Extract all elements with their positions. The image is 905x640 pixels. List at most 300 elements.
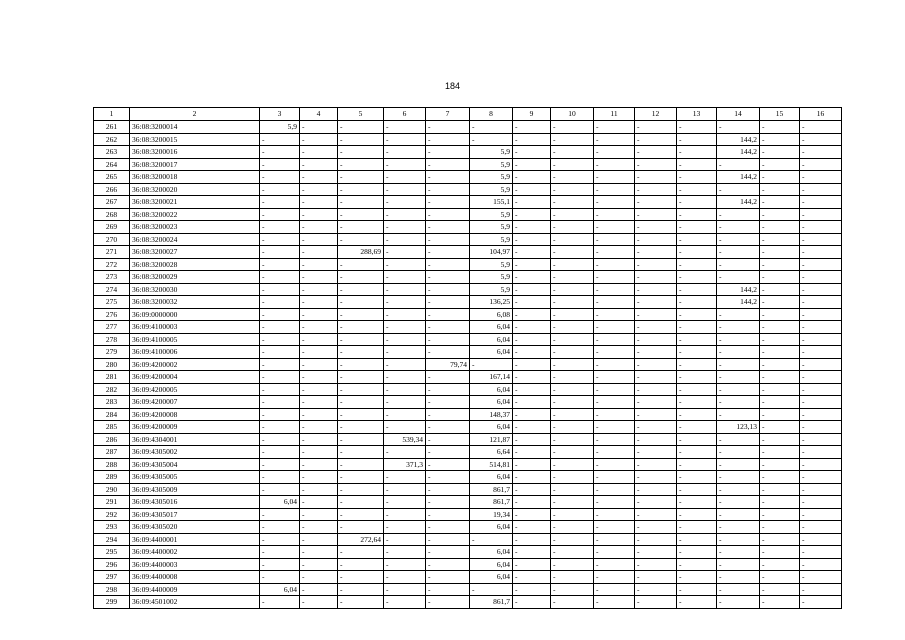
row-number-cell: 270 xyxy=(94,233,130,246)
table-row xyxy=(94,446,842,459)
value-cell: 121,87 xyxy=(470,433,513,446)
value-cell: - xyxy=(635,121,677,134)
value-cell: - xyxy=(594,183,635,196)
value-cell: - xyxy=(551,246,594,259)
column-header: 15 xyxy=(760,108,800,121)
value-cell: - xyxy=(338,308,384,321)
value-cell: - xyxy=(717,571,760,584)
column-header: 4 xyxy=(300,108,338,121)
value-cell: - xyxy=(594,396,635,409)
value-cell: - xyxy=(513,458,551,471)
table-row xyxy=(94,233,842,246)
value-cell: - xyxy=(551,558,594,571)
value-cell: - xyxy=(551,496,594,509)
table-row xyxy=(94,121,842,134)
value-cell: - xyxy=(800,508,842,521)
cadastral-number-cell: 36:08:3200016 xyxy=(130,146,260,159)
value-cell: - xyxy=(760,558,800,571)
value-cell: - xyxy=(338,183,384,196)
value-cell: - xyxy=(384,358,426,371)
value-cell: - xyxy=(338,383,384,396)
value-cell: - xyxy=(800,158,842,171)
value-cell: - xyxy=(635,271,677,284)
value-cell: - xyxy=(551,133,594,146)
value-cell: 5,9 xyxy=(470,146,513,159)
row-number-cell: 273 xyxy=(94,271,130,284)
value-cell: - xyxy=(426,308,470,321)
value-cell: - xyxy=(594,346,635,359)
value-cell: - xyxy=(677,146,717,159)
value-cell: 6,04 xyxy=(470,396,513,409)
value-cell: 5,9 xyxy=(470,183,513,196)
value-cell: - xyxy=(513,271,551,284)
value-cell: - xyxy=(513,483,551,496)
value-cell: - xyxy=(677,371,717,384)
value-cell: - xyxy=(594,508,635,521)
row-number-cell: 288 xyxy=(94,458,130,471)
value-cell: - xyxy=(717,496,760,509)
value-cell: - xyxy=(800,221,842,234)
column-header: 3 xyxy=(260,108,300,121)
value-cell: 144,2 xyxy=(717,196,760,209)
value-cell: - xyxy=(635,346,677,359)
value-cell: - xyxy=(384,471,426,484)
value-cell: - xyxy=(300,433,338,446)
value-cell: - xyxy=(338,558,384,571)
value-cell: - xyxy=(800,433,842,446)
value-cell: - xyxy=(384,133,426,146)
value-cell: - xyxy=(551,396,594,409)
value-cell: - xyxy=(260,333,300,346)
value-cell: - xyxy=(717,158,760,171)
value-cell: - xyxy=(300,558,338,571)
value-cell: - xyxy=(635,171,677,184)
value-cell: - xyxy=(677,321,717,334)
cadastral-number-cell: 36:09:4100003 xyxy=(130,321,260,334)
table-row xyxy=(94,408,842,421)
value-cell: - xyxy=(677,133,717,146)
value-cell: - xyxy=(677,446,717,459)
value-cell: 144,2 xyxy=(717,296,760,309)
row-number-cell: 292 xyxy=(94,508,130,521)
table-row xyxy=(94,533,842,546)
value-cell: - xyxy=(677,183,717,196)
value-cell: - xyxy=(513,171,551,184)
cadastral-number-cell: 36:08:3200020 xyxy=(130,183,260,196)
value-cell: - xyxy=(760,308,800,321)
row-number-cell: 290 xyxy=(94,483,130,496)
value-cell: - xyxy=(338,146,384,159)
value-cell: - xyxy=(260,183,300,196)
value-cell: - xyxy=(260,508,300,521)
table-row xyxy=(94,496,842,509)
value-cell: - xyxy=(551,408,594,421)
value-cell: - xyxy=(513,446,551,459)
value-cell: - xyxy=(513,308,551,321)
value-cell: - xyxy=(260,308,300,321)
value-cell: - xyxy=(338,546,384,559)
value-cell: - xyxy=(760,146,800,159)
value-cell: - xyxy=(338,196,384,209)
value-cell: - xyxy=(760,421,800,434)
value-cell: - xyxy=(260,358,300,371)
value-cell: - xyxy=(717,308,760,321)
value-cell: - xyxy=(551,346,594,359)
value-cell: - xyxy=(384,583,426,596)
value-cell: - xyxy=(513,333,551,346)
value-cell: - xyxy=(717,321,760,334)
value-cell: - xyxy=(677,233,717,246)
value-cell: - xyxy=(551,383,594,396)
value-cell: - xyxy=(760,571,800,584)
value-cell: - xyxy=(717,458,760,471)
cadastral-number-cell: 36:08:3200027 xyxy=(130,246,260,259)
value-cell: - xyxy=(260,558,300,571)
value-cell: - xyxy=(717,521,760,534)
value-cell: - xyxy=(426,583,470,596)
value-cell: - xyxy=(800,183,842,196)
value-cell: - xyxy=(551,258,594,271)
table-row xyxy=(94,321,842,334)
value-cell: - xyxy=(800,533,842,546)
value-cell: - xyxy=(635,408,677,421)
value-cell: - xyxy=(384,183,426,196)
value-cell: - xyxy=(594,321,635,334)
value-cell: - xyxy=(513,133,551,146)
value-cell: 5,9 xyxy=(470,271,513,284)
value-cell: - xyxy=(338,208,384,221)
value-cell: - xyxy=(551,358,594,371)
row-number-cell: 263 xyxy=(94,146,130,159)
value-cell: - xyxy=(384,383,426,396)
value-cell: - xyxy=(635,371,677,384)
value-cell: - xyxy=(260,371,300,384)
value-cell: 5,9 xyxy=(260,121,300,134)
value-cell: - xyxy=(800,408,842,421)
cadastral-number-cell: 36:08:3200024 xyxy=(130,233,260,246)
value-cell: - xyxy=(717,383,760,396)
row-number-cell: 289 xyxy=(94,471,130,484)
value-cell: - xyxy=(551,471,594,484)
value-cell: 148,37 xyxy=(470,408,513,421)
value-cell: - xyxy=(594,146,635,159)
value-cell: - xyxy=(300,358,338,371)
value-cell: 5,9 xyxy=(470,221,513,234)
value-cell: - xyxy=(426,421,470,434)
value-cell: - xyxy=(260,458,300,471)
value-cell: - xyxy=(760,396,800,409)
value-cell: - xyxy=(635,483,677,496)
header-row xyxy=(94,108,842,121)
table-row xyxy=(94,133,842,146)
value-cell: - xyxy=(551,483,594,496)
value-cell: - xyxy=(594,358,635,371)
value-cell: - xyxy=(677,246,717,259)
value-cell: - xyxy=(513,158,551,171)
value-cell: - xyxy=(800,196,842,209)
value-cell: - xyxy=(300,196,338,209)
row-number-cell: 268 xyxy=(94,208,130,221)
value-cell: 104,97 xyxy=(470,246,513,259)
value-cell: - xyxy=(635,358,677,371)
value-cell: - xyxy=(635,508,677,521)
cadastral-number-cell: 36:08:3200017 xyxy=(130,158,260,171)
value-cell: - xyxy=(635,283,677,296)
value-cell: - xyxy=(338,233,384,246)
table-row xyxy=(94,208,842,221)
value-cell: - xyxy=(513,371,551,384)
value-cell: - xyxy=(513,521,551,534)
value-cell: - xyxy=(384,396,426,409)
cadastral-number-cell: 36:09:4304001 xyxy=(130,433,260,446)
table-row xyxy=(94,296,842,309)
value-cell: - xyxy=(594,158,635,171)
value-cell: - xyxy=(384,421,426,434)
value-cell: - xyxy=(760,483,800,496)
table-row xyxy=(94,333,842,346)
value-cell: - xyxy=(384,571,426,584)
value-cell: - xyxy=(551,583,594,596)
table-row xyxy=(94,546,842,559)
row-number-cell: 269 xyxy=(94,221,130,234)
value-cell: - xyxy=(338,446,384,459)
value-cell: - xyxy=(800,308,842,321)
value-cell: - xyxy=(513,208,551,221)
value-cell: - xyxy=(300,496,338,509)
value-cell: - xyxy=(384,321,426,334)
value-cell: - xyxy=(551,571,594,584)
row-number-cell: 261 xyxy=(94,121,130,134)
value-cell: - xyxy=(338,421,384,434)
value-cell: - xyxy=(260,158,300,171)
row-number-cell: 279 xyxy=(94,346,130,359)
value-cell: - xyxy=(677,358,717,371)
table-row xyxy=(94,483,842,496)
value-cell: - xyxy=(426,296,470,309)
value-cell: 861,7 xyxy=(470,596,513,609)
value-cell: - xyxy=(384,233,426,246)
value-cell: - xyxy=(551,146,594,159)
value-cell: - xyxy=(800,383,842,396)
value-cell: - xyxy=(426,346,470,359)
value-cell: - xyxy=(594,483,635,496)
value-cell: - xyxy=(513,558,551,571)
row-number-cell: 264 xyxy=(94,158,130,171)
value-cell: - xyxy=(760,133,800,146)
value-cell: - xyxy=(260,271,300,284)
value-cell: - xyxy=(677,433,717,446)
table-row xyxy=(94,196,842,209)
value-cell: 167,14 xyxy=(470,371,513,384)
value-cell: - xyxy=(635,596,677,609)
value-cell: - xyxy=(551,208,594,221)
value-cell: - xyxy=(338,296,384,309)
value-cell: - xyxy=(426,146,470,159)
value-cell: - xyxy=(470,358,513,371)
value-cell: - xyxy=(426,246,470,259)
value-cell: - xyxy=(800,571,842,584)
value-cell: - xyxy=(338,496,384,509)
value-cell: - xyxy=(260,221,300,234)
cadastral-number-cell: 36:09:4305009 xyxy=(130,483,260,496)
value-cell: - xyxy=(260,421,300,434)
value-cell: - xyxy=(338,346,384,359)
value-cell: - xyxy=(513,121,551,134)
row-number-cell: 267 xyxy=(94,196,130,209)
value-cell: - xyxy=(338,458,384,471)
value-cell: - xyxy=(635,496,677,509)
value-cell: - xyxy=(470,533,513,546)
value-cell: - xyxy=(551,321,594,334)
value-cell: - xyxy=(635,233,677,246)
value-cell: - xyxy=(594,471,635,484)
value-cell: - xyxy=(635,196,677,209)
value-cell: - xyxy=(300,346,338,359)
data-table xyxy=(93,107,842,609)
cadastral-number-cell: 36:08:3200029 xyxy=(130,271,260,284)
value-cell: - xyxy=(513,508,551,521)
value-cell: - xyxy=(635,558,677,571)
value-cell: - xyxy=(760,446,800,459)
value-cell: - xyxy=(300,271,338,284)
value-cell: - xyxy=(300,258,338,271)
value-cell: - xyxy=(677,496,717,509)
value-cell: - xyxy=(260,346,300,359)
cadastral-number-cell: 36:08:3200030 xyxy=(130,283,260,296)
table-row xyxy=(94,346,842,359)
value-cell: - xyxy=(384,208,426,221)
value-cell: - xyxy=(338,408,384,421)
value-cell: - xyxy=(426,333,470,346)
value-cell: 6,04 xyxy=(260,496,300,509)
value-cell: - xyxy=(760,408,800,421)
value-cell: - xyxy=(717,346,760,359)
row-number-cell: 266 xyxy=(94,183,130,196)
value-cell: - xyxy=(300,171,338,184)
value-cell: - xyxy=(677,383,717,396)
cadastral-number-cell: 36:09:4305002 xyxy=(130,446,260,459)
value-cell: - xyxy=(800,171,842,184)
value-cell: - xyxy=(260,546,300,559)
value-cell: 272,64 xyxy=(338,533,384,546)
value-cell: - xyxy=(677,508,717,521)
value-cell: - xyxy=(760,208,800,221)
value-cell: - xyxy=(635,383,677,396)
value-cell: - xyxy=(551,296,594,309)
value-cell: - xyxy=(760,596,800,609)
value-cell: - xyxy=(426,208,470,221)
table-row xyxy=(94,596,842,609)
value-cell: - xyxy=(300,333,338,346)
cadastral-number-cell: 36:08:3200023 xyxy=(130,221,260,234)
value-cell: - xyxy=(551,446,594,459)
value-cell: - xyxy=(300,246,338,259)
value-cell: 861,7 xyxy=(470,483,513,496)
value-cell: 6,04 xyxy=(470,558,513,571)
value-cell: - xyxy=(426,121,470,134)
value-cell: - xyxy=(677,596,717,609)
value-cell: 5,9 xyxy=(470,258,513,271)
value-cell: - xyxy=(426,171,470,184)
value-cell: - xyxy=(260,471,300,484)
value-cell: - xyxy=(717,121,760,134)
value-cell: - xyxy=(426,471,470,484)
value-cell: - xyxy=(594,558,635,571)
cadastral-number-cell: 36:09:4400002 xyxy=(130,546,260,559)
value-cell: - xyxy=(717,246,760,259)
value-cell: - xyxy=(338,271,384,284)
value-cell: - xyxy=(635,458,677,471)
value-cell: - xyxy=(260,146,300,159)
value-cell: - xyxy=(800,121,842,134)
value-cell: - xyxy=(426,446,470,459)
value-cell: - xyxy=(635,583,677,596)
value-cell: - xyxy=(513,408,551,421)
value-cell: - xyxy=(717,358,760,371)
value-cell: - xyxy=(300,371,338,384)
value-cell: - xyxy=(300,533,338,546)
value-cell: - xyxy=(513,233,551,246)
value-cell: - xyxy=(677,458,717,471)
value-cell: - xyxy=(677,221,717,234)
row-number-cell: 293 xyxy=(94,521,130,534)
cadastral-number-cell: 36:09:4100006 xyxy=(130,346,260,359)
value-cell: - xyxy=(513,546,551,559)
value-cell: - xyxy=(300,583,338,596)
value-cell: - xyxy=(800,346,842,359)
row-number-cell: 298 xyxy=(94,583,130,596)
value-cell: - xyxy=(717,408,760,421)
value-cell: - xyxy=(513,221,551,234)
value-cell: - xyxy=(677,546,717,559)
cadastral-number-cell: 36:09:4400001 xyxy=(130,533,260,546)
value-cell: - xyxy=(551,121,594,134)
value-cell: - xyxy=(717,371,760,384)
value-cell: - xyxy=(760,321,800,334)
cadastral-number-cell: 36:08:3200022 xyxy=(130,208,260,221)
row-number-cell: 283 xyxy=(94,396,130,409)
value-cell: - xyxy=(760,121,800,134)
column-header: 1 xyxy=(94,108,130,121)
value-cell: - xyxy=(717,446,760,459)
table-row xyxy=(94,383,842,396)
value-cell: - xyxy=(338,221,384,234)
value-cell: - xyxy=(551,308,594,321)
value-cell: - xyxy=(760,296,800,309)
value-cell: - xyxy=(594,408,635,421)
value-cell: - xyxy=(300,133,338,146)
value-cell: - xyxy=(338,571,384,584)
table-row xyxy=(94,171,842,184)
value-cell: 136,25 xyxy=(470,296,513,309)
value-cell: - xyxy=(384,546,426,559)
value-cell: - xyxy=(594,533,635,546)
value-cell: - xyxy=(513,321,551,334)
value-cell: - xyxy=(513,471,551,484)
value-cell: 79,74 xyxy=(426,358,470,371)
value-cell: - xyxy=(594,121,635,134)
value-cell: - xyxy=(677,571,717,584)
value-cell: - xyxy=(426,233,470,246)
value-cell: - xyxy=(384,258,426,271)
value-cell: - xyxy=(426,558,470,571)
value-cell: - xyxy=(635,546,677,559)
value-cell: - xyxy=(551,171,594,184)
cadastral-number-cell: 36:08:3200028 xyxy=(130,258,260,271)
table-row xyxy=(94,358,842,371)
table-row xyxy=(94,283,842,296)
value-cell: - xyxy=(551,283,594,296)
